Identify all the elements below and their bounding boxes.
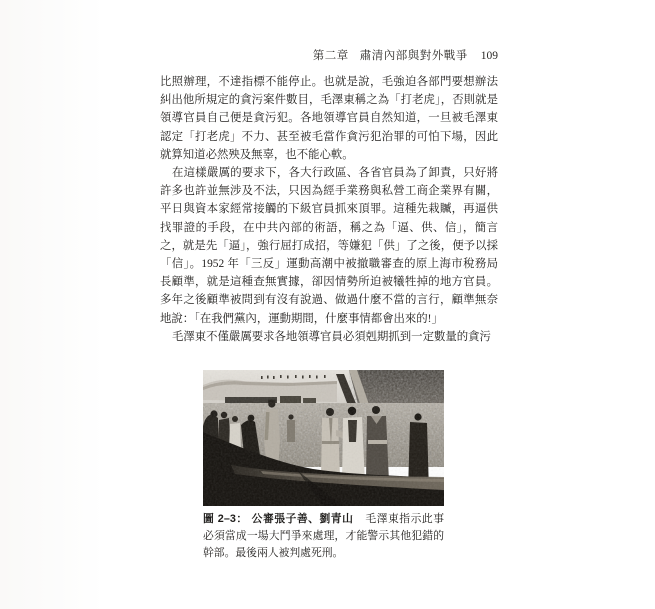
paragraph: 比照辦理，不達指標不能停止。也就是說，毛強迫各部門要想辦法糾出他所規定的貪污案件數目，毛澤東稱之為「打老虎」，否則就是領導官員自己便是貪污犯。各地領導官員自然知道，一旦被毛澤東認定「打老虎」不力、甚至被毛當作貪污犯治罪的可怕下場，因此就算知道必然殃及無辜，也不能心軟。 bbox=[160, 76, 498, 161]
chapter-label: 第二章 bbox=[312, 50, 349, 62]
photo-grain bbox=[203, 370, 444, 506]
running-header bbox=[160, 47, 498, 63]
paragraph: 毛澤東不僅嚴厲要求各地領導官員必須剋期抓到一定數量的貪污 bbox=[171, 330, 491, 343]
body-text bbox=[160, 73, 498, 346]
figure-caption-label: 圖 2–3： bbox=[203, 513, 248, 525]
chapter-title: 肅清內部與對外戰爭 bbox=[359, 50, 468, 62]
figure-2-3 bbox=[203, 370, 444, 562]
public-trial-photo bbox=[203, 370, 444, 506]
paragraph: 在這樣嚴厲的要求下，各大行政區、各省官員為了卸責，只好將許多也許並無涉及不法，只因為經手業務與私營工商企業界有關，平日與資本家經常接觸的下級官員抓來頂罪。這種先栽贓，再逼供找罪證的手段，在中共內部的術語，稱之為「逼、供、信」，簡言之，就是先「逼」，強行屈打成招，等嫌犯「供」了之後，便予以採「信」。1952 年「三反」運動高潮中被撤職審查的原上海市稅務局長顧準，就是這種查無實據，卻因情勢所迫被犧牲掉的地方官員。多年之後顧準被問到有沒有說過、做過什麼不當的言行，顧準無奈地說：「在我們黨內，運動期間，什麼事情都會出來的!」 bbox=[160, 167, 498, 325]
figure-caption bbox=[203, 511, 444, 562]
scan-shade bbox=[0, 0, 104, 609]
figure-caption-description: 毛澤東指示此事必須當成一場大鬥爭來處理，才能警示其他犯錯的幹部。最後兩人被判處死刑。 bbox=[203, 513, 445, 559]
figure-caption-title: 公審張子善、劉青山 bbox=[251, 513, 354, 525]
page-number: 109 bbox=[480, 50, 498, 62]
